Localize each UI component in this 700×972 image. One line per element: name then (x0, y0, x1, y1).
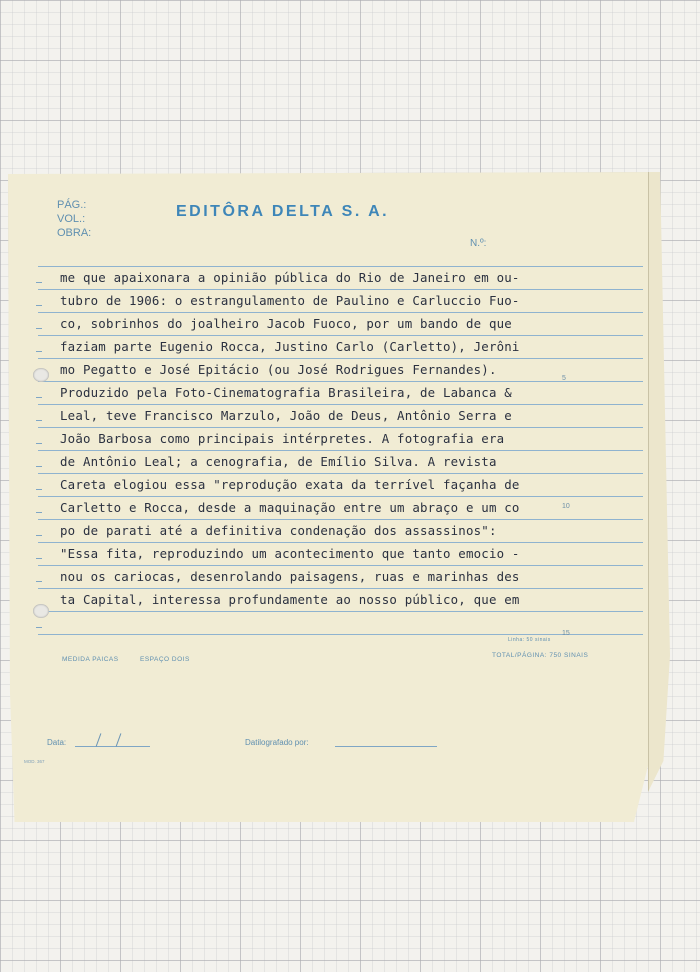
margin-tick (36, 397, 42, 398)
date-field[interactable] (75, 746, 150, 747)
rule-line (38, 312, 643, 313)
margin-tick (36, 351, 42, 352)
margin-tick (36, 558, 42, 559)
rule-line (38, 565, 643, 566)
punch-hole (33, 604, 49, 618)
vol-label: VOL.: (57, 213, 86, 225)
espaco-label: ESPAÇO DOIS (140, 656, 190, 663)
numero-label: N.º: (470, 238, 487, 249)
margin-tick (36, 328, 42, 329)
rule-line (38, 381, 643, 382)
datilografado-label: Datilografado por: (245, 738, 309, 747)
rule-line (38, 404, 643, 405)
pag-label: PÁG.: (57, 199, 87, 211)
typed-line: Careta elogiou essa "reprodução exata da terrível façanha de (60, 477, 520, 492)
rule-line (38, 611, 643, 612)
rule-line (38, 496, 643, 497)
rule-line (38, 450, 643, 451)
typed-line: Carletto e Rocca, desde a maquinação entre um abraço e um co (60, 500, 520, 515)
typed-line: João Barbosa como principais intérpretes. A fotografia era (60, 431, 505, 446)
rule-line (38, 634, 643, 635)
margin-tick (36, 512, 42, 513)
margin-tick (36, 466, 42, 467)
rule-line (38, 335, 643, 336)
margin-tick (36, 282, 42, 283)
margin-tick (36, 581, 42, 582)
typed-line: ta Capital, interessa profundamente ao nosso público, que em (60, 592, 520, 607)
line-number: 15 (562, 630, 570, 637)
linhas-note: Linha: 50 sinais (508, 637, 551, 643)
margin-tick (36, 420, 42, 421)
margin-tick (36, 305, 42, 306)
total-label: TOTAL/PÁGINA: 750 SINAIS (492, 652, 589, 659)
typed-line: "Essa fita, reproduzindo um acontecimento que tanto emocio - (60, 546, 520, 561)
typed-line: po de parati até a definitiva condenação dos assassinos": (60, 523, 497, 538)
margin-tick (36, 535, 42, 536)
rule-line (38, 519, 643, 520)
typed-line: tubro de 1906: o estrangulamento de Paulino e Carluccio Fuo- (60, 293, 520, 308)
rule-line (38, 266, 643, 267)
folded-sheet-edge (648, 172, 670, 792)
line-number: 5 (562, 375, 566, 382)
obra-label: OBRA: (57, 227, 92, 239)
typed-line: de Antônio Leal; a cenografia, de Emílio Silva. A revista (60, 454, 497, 469)
typed-line: co, sobrinhos do joalheiro Jacob Fuoco, por um bando de que (60, 316, 512, 331)
publisher-title: EDITÔRA DELTA S. A. (176, 203, 390, 220)
rule-line (38, 473, 643, 474)
typed-line: mo Pegatto e José Epitácio (ou José Rodrigues Fernandes). (60, 362, 497, 377)
rule-line (38, 427, 643, 428)
margin-tick (36, 489, 42, 490)
model-code: MOD. 367 (24, 759, 45, 764)
typed-line: Produzido pela Foto-Cinematografia Brasileira, de Labanca & (60, 385, 512, 400)
datilografado-field[interactable] (335, 746, 437, 747)
margin-tick (36, 627, 42, 628)
typed-line: me que apaixonara a opinião pública do Rio de Janeiro em ou- (60, 270, 520, 285)
typed-line: faziam parte Eugenio Rocca, Justino Carlo (Carletto), Jerôni (60, 339, 520, 354)
rule-line (38, 542, 643, 543)
punch-hole (33, 368, 49, 382)
rule-line (38, 358, 643, 359)
margin-tick (36, 443, 42, 444)
medida-label: MEDIDA PAICAS (62, 656, 119, 663)
typed-line: nou os cariocas, desenrolando paisagens, ruas e marinhas des (60, 569, 520, 584)
date-label: Data: (47, 738, 67, 747)
line-number: 10 (562, 503, 570, 510)
rule-line (38, 289, 643, 290)
rule-line (38, 588, 643, 589)
typed-line: Leal, teve Francisco Marzulo, João de Deus, Antônio Serra e (60, 408, 512, 423)
